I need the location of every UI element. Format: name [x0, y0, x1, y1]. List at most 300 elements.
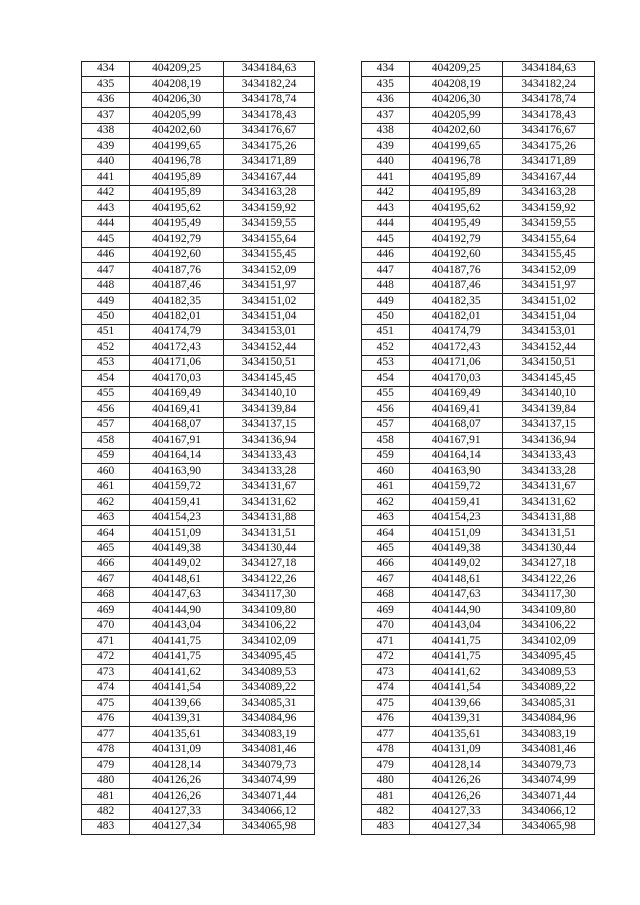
- right-y-coordinate-cell: 3434140,10: [503, 386, 595, 401]
- right-point-number-cell: 478: [361, 742, 409, 757]
- right-x-coordinate-cell: 404139,31: [409, 711, 503, 726]
- left-x-coordinate-cell: 404182,35: [130, 294, 224, 309]
- left-x-coordinate-cell: 404141,54: [130, 680, 224, 695]
- right-y-coordinate-cell: 3434131,88: [503, 510, 595, 525]
- right-y-coordinate-cell: 3434081,46: [503, 742, 595, 757]
- right-y-coordinate-cell: 3434151,04: [503, 309, 595, 324]
- right-x-coordinate-cell: 404148,61: [409, 572, 503, 587]
- left-y-coordinate-cell: 3434131,62: [223, 495, 315, 510]
- right-y-coordinate-cell: 3434095,45: [503, 649, 595, 664]
- left-y-coordinate-cell: 3434130,44: [223, 541, 315, 556]
- right-x-coordinate-cell: 404154,23: [409, 510, 503, 525]
- left-point-number-cell: 476: [82, 711, 130, 726]
- right-x-coordinate-cell: 404196,78: [409, 154, 503, 169]
- table-row: [82, 696, 595, 711]
- left-x-coordinate-cell: 404195,49: [130, 216, 224, 231]
- column-gap: [315, 696, 361, 711]
- right-x-coordinate-cell: 404195,89: [409, 170, 503, 185]
- left-y-coordinate-cell: 3434151,04: [223, 309, 315, 324]
- right-point-number-cell: 470: [361, 618, 409, 633]
- left-point-number-cell: 483: [82, 819, 130, 834]
- left-x-coordinate-cell: 404170,03: [130, 371, 224, 386]
- right-point-number-cell: 438: [361, 123, 409, 138]
- right-y-coordinate-cell: 3434089,53: [503, 665, 595, 680]
- column-gap: [315, 804, 361, 819]
- table-row: [82, 603, 595, 618]
- right-x-coordinate-cell: 404164,14: [409, 448, 503, 463]
- left-x-coordinate-cell: 404182,01: [130, 309, 224, 324]
- column-gap: [315, 649, 361, 664]
- right-y-coordinate-cell: 3434117,30: [503, 587, 595, 602]
- left-x-coordinate-cell: 404174,79: [130, 324, 224, 339]
- left-point-number-cell: 462: [82, 495, 130, 510]
- right-x-coordinate-cell: 404128,14: [409, 758, 503, 773]
- column-gap: [315, 247, 361, 262]
- left-x-coordinate-cell: 404127,33: [130, 804, 224, 819]
- table-row: [82, 819, 595, 834]
- left-point-number-cell: 471: [82, 634, 130, 649]
- left-point-number-cell: 466: [82, 557, 130, 572]
- left-point-number-cell: 464: [82, 526, 130, 541]
- left-point-number-cell: 437: [82, 108, 130, 123]
- left-x-coordinate-cell: 404171,06: [130, 355, 224, 370]
- right-y-coordinate-cell: 3434133,43: [503, 448, 595, 463]
- table-row: [82, 278, 595, 293]
- table-row: [82, 154, 595, 169]
- right-x-coordinate-cell: 404135,61: [409, 727, 503, 742]
- left-y-coordinate-cell: 3434150,51: [223, 355, 315, 370]
- right-y-coordinate-cell: 3434167,44: [503, 170, 595, 185]
- left-x-coordinate-cell: 404163,90: [130, 464, 224, 479]
- left-point-number-cell: 446: [82, 247, 130, 262]
- left-y-coordinate-cell: 3434081,46: [223, 742, 315, 757]
- column-gap: [315, 154, 361, 169]
- table-row: [82, 232, 595, 247]
- right-y-coordinate-cell: 3434083,19: [503, 727, 595, 742]
- left-point-number-cell: 458: [82, 433, 130, 448]
- right-y-coordinate-cell: 3434171,89: [503, 154, 595, 169]
- left-point-number-cell: 473: [82, 665, 130, 680]
- left-point-number-cell: 467: [82, 572, 130, 587]
- left-y-coordinate-cell: 3434079,73: [223, 758, 315, 773]
- column-gap: [315, 139, 361, 154]
- left-point-number-cell: 465: [82, 541, 130, 556]
- right-x-coordinate-cell: 404143,04: [409, 618, 503, 633]
- right-x-coordinate-cell: 404141,62: [409, 665, 503, 680]
- right-x-coordinate-cell: 404147,63: [409, 587, 503, 602]
- right-point-number-cell: 454: [361, 371, 409, 386]
- left-point-number-cell: 434: [82, 62, 130, 77]
- right-y-coordinate-cell: 3434152,09: [503, 263, 595, 278]
- left-point-number-cell: 481: [82, 789, 130, 804]
- table-row: [82, 665, 595, 680]
- right-x-coordinate-cell: 404199,65: [409, 139, 503, 154]
- left-y-coordinate-cell: 3434152,09: [223, 263, 315, 278]
- left-x-coordinate-cell: 404147,63: [130, 587, 224, 602]
- right-x-coordinate-cell: 404195,49: [409, 216, 503, 231]
- left-point-number-cell: 474: [82, 680, 130, 695]
- right-point-number-cell: 440: [361, 154, 409, 169]
- right-y-coordinate-cell: 3434074,99: [503, 773, 595, 788]
- right-y-coordinate-cell: 3434127,18: [503, 557, 595, 572]
- column-gap: [315, 464, 361, 479]
- left-x-coordinate-cell: 404128,14: [130, 758, 224, 773]
- left-x-coordinate-cell: 404169,49: [130, 386, 224, 401]
- right-y-coordinate-cell: 3434184,63: [503, 62, 595, 77]
- right-y-coordinate-cell: 3434137,15: [503, 417, 595, 432]
- right-x-coordinate-cell: 404149,38: [409, 541, 503, 556]
- right-y-coordinate-cell: 3434130,44: [503, 541, 595, 556]
- table-row: [82, 355, 595, 370]
- right-y-coordinate-cell: 3434084,96: [503, 711, 595, 726]
- right-y-coordinate-cell: 3434155,45: [503, 247, 595, 262]
- right-y-coordinate-cell: 3434152,44: [503, 340, 595, 355]
- table-row: [82, 123, 595, 138]
- table-row: [82, 92, 595, 107]
- right-point-number-cell: 482: [361, 804, 409, 819]
- column-gap: [315, 201, 361, 216]
- left-point-number-cell: 440: [82, 154, 130, 169]
- left-x-coordinate-cell: 404148,61: [130, 572, 224, 587]
- left-point-number-cell: 454: [82, 371, 130, 386]
- column-gap: [315, 62, 361, 77]
- left-y-coordinate-cell: 3434137,15: [223, 417, 315, 432]
- right-point-number-cell: 465: [361, 541, 409, 556]
- right-point-number-cell: 466: [361, 557, 409, 572]
- left-y-coordinate-cell: 3434133,28: [223, 464, 315, 479]
- left-y-coordinate-cell: 3434136,94: [223, 433, 315, 448]
- left-x-coordinate-cell: 404131,09: [130, 742, 224, 757]
- table-row: [82, 263, 595, 278]
- left-y-coordinate-cell: 3434117,30: [223, 587, 315, 602]
- left-y-coordinate-cell: 3434139,84: [223, 402, 315, 417]
- right-x-coordinate-cell: 404172,43: [409, 340, 503, 355]
- left-x-coordinate-cell: 404141,75: [130, 649, 224, 664]
- right-point-number-cell: 480: [361, 773, 409, 788]
- left-y-coordinate-cell: 3434127,18: [223, 557, 315, 572]
- left-y-coordinate-cell: 3434106,22: [223, 618, 315, 633]
- column-gap: [315, 742, 361, 757]
- table-row: [82, 201, 595, 216]
- column-gap: [315, 355, 361, 370]
- left-x-coordinate-cell: 404167,91: [130, 433, 224, 448]
- column-gap: [315, 92, 361, 107]
- left-point-number-cell: 441: [82, 170, 130, 185]
- table-row: [82, 634, 595, 649]
- column-gap: [315, 789, 361, 804]
- right-y-coordinate-cell: 3434182,24: [503, 77, 595, 92]
- right-x-coordinate-cell: 404126,26: [409, 789, 503, 804]
- column-gap: [315, 433, 361, 448]
- right-point-number-cell: 483: [361, 819, 409, 834]
- left-x-coordinate-cell: 404159,72: [130, 479, 224, 494]
- left-x-coordinate-cell: 404199,65: [130, 139, 224, 154]
- table-row: [82, 402, 595, 417]
- left-x-coordinate-cell: 404151,09: [130, 526, 224, 541]
- left-point-number-cell: 449: [82, 294, 130, 309]
- right-y-coordinate-cell: 3434153,01: [503, 324, 595, 339]
- table-row: [82, 711, 595, 726]
- right-point-number-cell: 436: [361, 92, 409, 107]
- right-x-coordinate-cell: 404182,01: [409, 309, 503, 324]
- left-x-coordinate-cell: 404196,78: [130, 154, 224, 169]
- left-y-coordinate-cell: 3434085,31: [223, 696, 315, 711]
- left-point-number-cell: 443: [82, 201, 130, 216]
- right-y-coordinate-cell: 3434066,12: [503, 804, 595, 819]
- left-y-coordinate-cell: 3434159,55: [223, 216, 315, 231]
- right-point-number-cell: 437: [361, 108, 409, 123]
- table-row: [82, 433, 595, 448]
- right-x-coordinate-cell: 404144,90: [409, 603, 503, 618]
- right-x-coordinate-cell: 404206,30: [409, 92, 503, 107]
- left-point-number-cell: 472: [82, 649, 130, 664]
- coordinates-table: [81, 61, 595, 835]
- left-x-coordinate-cell: 404168,07: [130, 417, 224, 432]
- right-point-number-cell: 457: [361, 417, 409, 432]
- right-point-number-cell: 467: [361, 572, 409, 587]
- left-x-coordinate-cell: 404172,43: [130, 340, 224, 355]
- table-row: [82, 294, 595, 309]
- right-x-coordinate-cell: 404171,06: [409, 355, 503, 370]
- left-x-coordinate-cell: 404169,41: [130, 402, 224, 417]
- table-row: [82, 541, 595, 556]
- table-row: [82, 108, 595, 123]
- left-point-number-cell: 438: [82, 123, 130, 138]
- left-point-number-cell: 450: [82, 309, 130, 324]
- column-gap: [315, 417, 361, 432]
- right-x-coordinate-cell: 404159,41: [409, 495, 503, 510]
- left-y-coordinate-cell: 3434131,51: [223, 526, 315, 541]
- left-y-coordinate-cell: 3434152,44: [223, 340, 315, 355]
- right-point-number-cell: 469: [361, 603, 409, 618]
- table-row: [82, 216, 595, 231]
- right-y-coordinate-cell: 3434131,67: [503, 479, 595, 494]
- left-point-number-cell: 470: [82, 618, 130, 633]
- right-y-coordinate-cell: 3434175,26: [503, 139, 595, 154]
- right-x-coordinate-cell: 404168,07: [409, 417, 503, 432]
- right-point-number-cell: 461: [361, 479, 409, 494]
- left-y-coordinate-cell: 3434083,19: [223, 727, 315, 742]
- column-gap: [315, 680, 361, 695]
- column-gap: [315, 263, 361, 278]
- left-x-coordinate-cell: 404135,61: [130, 727, 224, 742]
- column-gap: [315, 618, 361, 633]
- right-y-coordinate-cell: 3434131,51: [503, 526, 595, 541]
- column-gap: [315, 278, 361, 293]
- right-point-number-cell: 472: [361, 649, 409, 664]
- right-point-number-cell: 463: [361, 510, 409, 525]
- right-y-coordinate-cell: 3434159,92: [503, 201, 595, 216]
- left-point-number-cell: 435: [82, 77, 130, 92]
- table-row: [82, 340, 595, 355]
- left-point-number-cell: 479: [82, 758, 130, 773]
- right-point-number-cell: 464: [361, 526, 409, 541]
- left-point-number-cell: 451: [82, 324, 130, 339]
- table-row: [82, 170, 595, 185]
- table-row: [82, 742, 595, 757]
- table-row: [82, 77, 595, 92]
- left-y-coordinate-cell: 3434065,98: [223, 819, 315, 834]
- table-row: [82, 464, 595, 479]
- left-y-coordinate-cell: 3434071,44: [223, 789, 315, 804]
- right-y-coordinate-cell: 3434176,67: [503, 123, 595, 138]
- left-y-coordinate-cell: 3434182,24: [223, 77, 315, 92]
- right-point-number-cell: 475: [361, 696, 409, 711]
- right-x-coordinate-cell: 404163,90: [409, 464, 503, 479]
- column-gap: [315, 526, 361, 541]
- column-gap: [315, 232, 361, 247]
- left-y-coordinate-cell: 3434074,99: [223, 773, 315, 788]
- column-gap: [315, 340, 361, 355]
- left-x-coordinate-cell: 404164,14: [130, 448, 224, 463]
- column-gap: [315, 711, 361, 726]
- left-y-coordinate-cell: 3434167,44: [223, 170, 315, 185]
- right-y-coordinate-cell: 3434136,94: [503, 433, 595, 448]
- left-x-coordinate-cell: 404149,38: [130, 541, 224, 556]
- right-y-coordinate-cell: 3434178,43: [503, 108, 595, 123]
- right-point-number-cell: 456: [361, 402, 409, 417]
- right-point-number-cell: 442: [361, 185, 409, 200]
- right-x-coordinate-cell: 404187,46: [409, 278, 503, 293]
- column-gap: [315, 108, 361, 123]
- left-y-coordinate-cell: 3434155,64: [223, 232, 315, 247]
- right-x-coordinate-cell: 404127,33: [409, 804, 503, 819]
- right-x-coordinate-cell: 404131,09: [409, 742, 503, 757]
- right-x-coordinate-cell: 404126,26: [409, 773, 503, 788]
- table-row: [82, 324, 595, 339]
- column-gap: [315, 603, 361, 618]
- column-gap: [315, 123, 361, 138]
- left-point-number-cell: 457: [82, 417, 130, 432]
- right-x-coordinate-cell: 404141,75: [409, 634, 503, 649]
- left-y-coordinate-cell: 3434102,09: [223, 634, 315, 649]
- right-point-number-cell: 462: [361, 495, 409, 510]
- table-row: [82, 526, 595, 541]
- table-row: [82, 185, 595, 200]
- column-gap: [315, 557, 361, 572]
- right-x-coordinate-cell: 404209,25: [409, 62, 503, 77]
- right-y-coordinate-cell: 3434151,97: [503, 278, 595, 293]
- right-y-coordinate-cell: 3434102,09: [503, 634, 595, 649]
- coordinates-table-body: [82, 62, 595, 835]
- left-point-number-cell: 445: [82, 232, 130, 247]
- right-y-coordinate-cell: 3434139,84: [503, 402, 595, 417]
- left-point-number-cell: 482: [82, 804, 130, 819]
- left-x-coordinate-cell: 404143,04: [130, 618, 224, 633]
- left-point-number-cell: 456: [82, 402, 130, 417]
- column-gap: [315, 386, 361, 401]
- right-point-number-cell: 447: [361, 263, 409, 278]
- table-row: [82, 572, 595, 587]
- right-point-number-cell: 449: [361, 294, 409, 309]
- right-point-number-cell: 455: [361, 386, 409, 401]
- left-y-coordinate-cell: 3434089,53: [223, 665, 315, 680]
- table-row: [82, 758, 595, 773]
- table-row: [82, 386, 595, 401]
- left-y-coordinate-cell: 3434095,45: [223, 649, 315, 664]
- left-x-coordinate-cell: 404208,19: [130, 77, 224, 92]
- left-point-number-cell: 459: [82, 448, 130, 463]
- left-x-coordinate-cell: 404141,62: [130, 665, 224, 680]
- column-gap: [315, 510, 361, 525]
- left-x-coordinate-cell: 404192,60: [130, 247, 224, 262]
- left-x-coordinate-cell: 404187,46: [130, 278, 224, 293]
- right-point-number-cell: 435: [361, 77, 409, 92]
- right-y-coordinate-cell: 3434089,22: [503, 680, 595, 695]
- table-row: [82, 510, 595, 525]
- table-row: [82, 139, 595, 154]
- left-x-coordinate-cell: 404126,26: [130, 789, 224, 804]
- left-y-coordinate-cell: 3434178,74: [223, 92, 315, 107]
- left-x-coordinate-cell: 404139,31: [130, 711, 224, 726]
- column-gap: [315, 479, 361, 494]
- column-gap: [315, 77, 361, 92]
- left-x-coordinate-cell: 404195,62: [130, 201, 224, 216]
- left-point-number-cell: 460: [82, 464, 130, 479]
- column-gap: [315, 541, 361, 556]
- right-x-coordinate-cell: 404149,02: [409, 557, 503, 572]
- left-x-coordinate-cell: 404159,41: [130, 495, 224, 510]
- left-point-number-cell: 480: [82, 773, 130, 788]
- column-gap: [315, 773, 361, 788]
- column-gap: [315, 402, 361, 417]
- left-x-coordinate-cell: 404139,66: [130, 696, 224, 711]
- left-x-coordinate-cell: 404205,99: [130, 108, 224, 123]
- right-x-coordinate-cell: 404141,54: [409, 680, 503, 695]
- right-y-coordinate-cell: 3434159,55: [503, 216, 595, 231]
- right-point-number-cell: 477: [361, 727, 409, 742]
- left-x-coordinate-cell: 404195,89: [130, 185, 224, 200]
- column-gap: [315, 634, 361, 649]
- right-point-number-cell: 443: [361, 201, 409, 216]
- column-gap: [315, 758, 361, 773]
- table-row: [82, 247, 595, 262]
- left-point-number-cell: 463: [82, 510, 130, 525]
- left-x-coordinate-cell: 404141,75: [130, 634, 224, 649]
- right-x-coordinate-cell: 404167,91: [409, 433, 503, 448]
- column-gap: [315, 309, 361, 324]
- column-gap: [315, 572, 361, 587]
- left-x-coordinate-cell: 404192,79: [130, 232, 224, 247]
- right-point-number-cell: 452: [361, 340, 409, 355]
- table-row: [82, 557, 595, 572]
- left-point-number-cell: 444: [82, 216, 130, 231]
- right-x-coordinate-cell: 404187,76: [409, 263, 503, 278]
- right-point-number-cell: 481: [361, 789, 409, 804]
- right-y-coordinate-cell: 3434106,22: [503, 618, 595, 633]
- table-row: [82, 649, 595, 664]
- right-y-coordinate-cell: 3434151,02: [503, 294, 595, 309]
- right-x-coordinate-cell: 404195,89: [409, 185, 503, 200]
- right-x-coordinate-cell: 404169,41: [409, 402, 503, 417]
- right-y-coordinate-cell: 3434150,51: [503, 355, 595, 370]
- right-point-number-cell: 460: [361, 464, 409, 479]
- left-y-coordinate-cell: 3434184,63: [223, 62, 315, 77]
- table-row: [82, 804, 595, 819]
- right-point-number-cell: 458: [361, 433, 409, 448]
- right-y-coordinate-cell: 3434085,31: [503, 696, 595, 711]
- right-point-number-cell: 468: [361, 587, 409, 602]
- right-point-number-cell: 439: [361, 139, 409, 154]
- right-point-number-cell: 479: [361, 758, 409, 773]
- table-row: [82, 62, 595, 77]
- left-y-coordinate-cell: 3434122,26: [223, 572, 315, 587]
- left-y-coordinate-cell: 3434155,45: [223, 247, 315, 262]
- right-point-number-cell: 473: [361, 665, 409, 680]
- left-y-coordinate-cell: 3434131,67: [223, 479, 315, 494]
- table-row: [82, 417, 595, 432]
- left-x-coordinate-cell: 404202,60: [130, 123, 224, 138]
